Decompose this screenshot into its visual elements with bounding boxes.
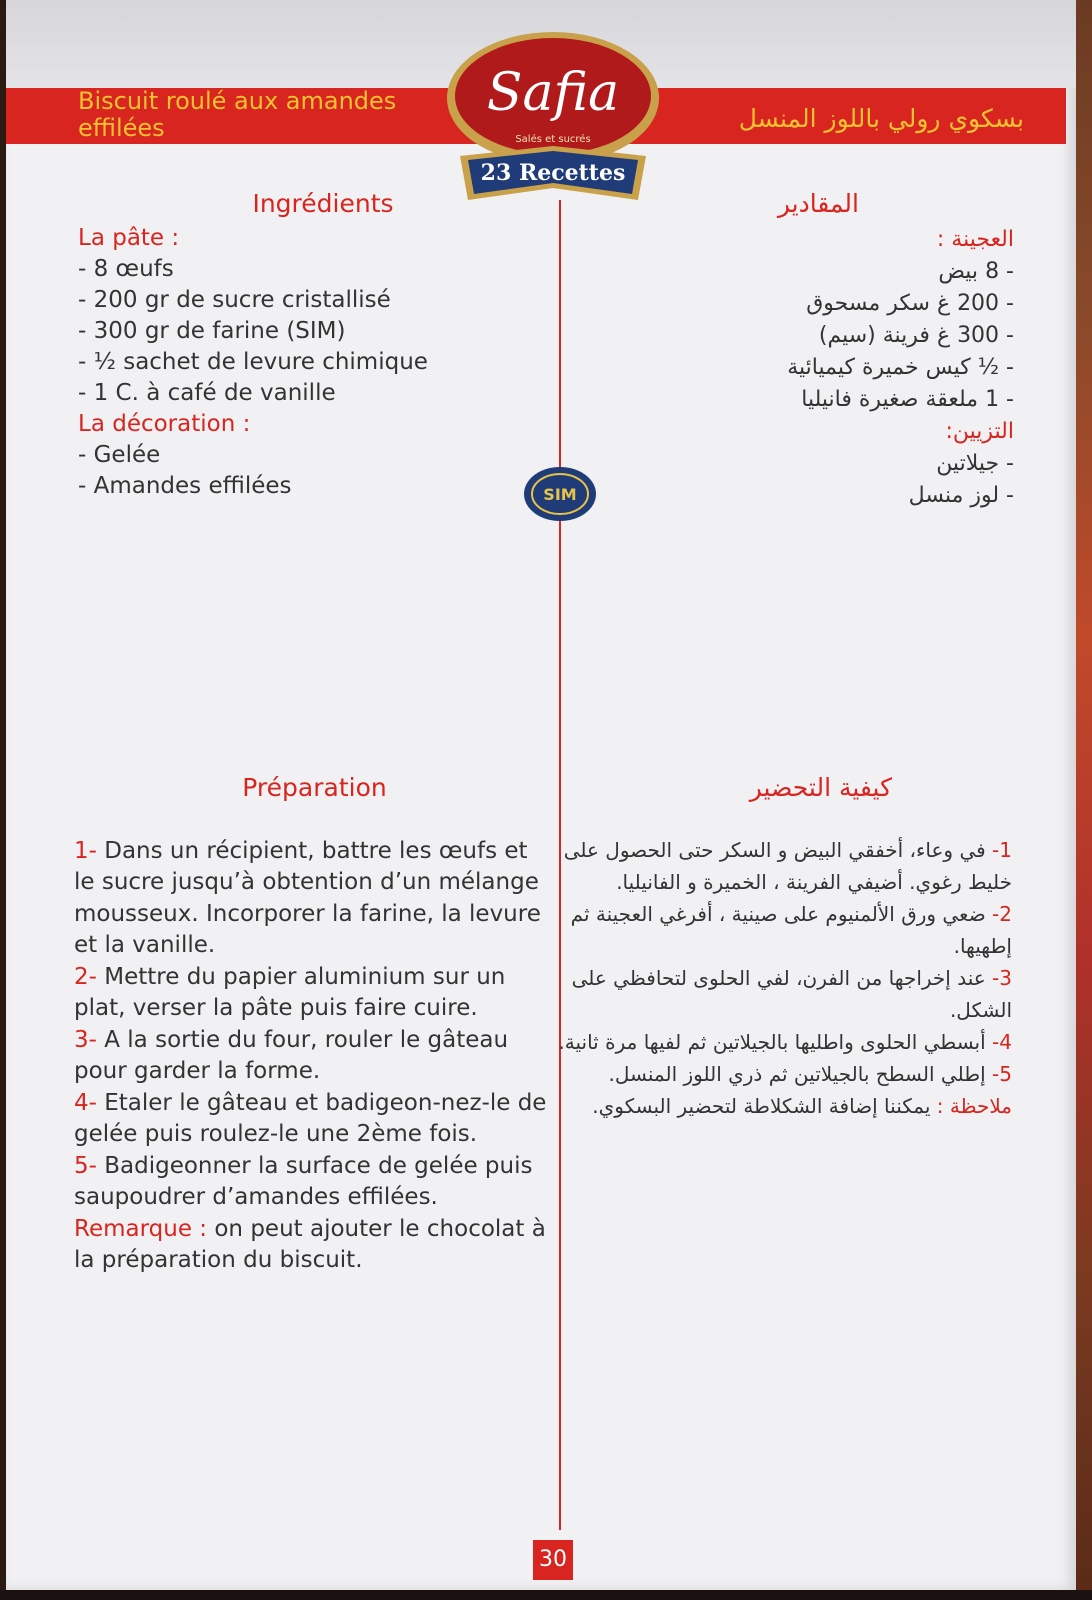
preparation-step: 3- عند إخراجها من الفرن، لفي الحلوى لتحافظي على الشكل.: [571, 966, 1012, 1022]
ingredient-item: - 200 غ سكر مسحوق: [806, 291, 1014, 316]
ingredient-item: - ½ كيس خميرة كيميائية: [787, 355, 1014, 380]
preparation-step: 2- ضعي ورق الألمنيوم على صينية ، أفرغي العجينة ثم إطهيها.: [570, 902, 1012, 958]
svg-text:SIM: SIM: [543, 485, 577, 504]
remark-ar: ملاحظة : يمكننا إضافة الشكلاطة لتحضير البسكوي.: [592, 1094, 1012, 1118]
deco-title-fr: La décoration :: [78, 411, 251, 437]
preparation-fr: [74, 772, 549, 1277]
preparation-step: 3- A la sortie du four, rouler le gâteau pour garder la forme.: [74, 1026, 509, 1084]
deco-title-ar: التزيين:: [945, 419, 1014, 444]
ingredient-item: - Amandes effilées: [78, 473, 292, 499]
preparation-step: 1- في وعاء، أخفقي البيض و السكر حتى الحصول على خليط رغوي. أضيفي الفرينة ، الخميرة و الفانيليا.: [563, 838, 1012, 894]
ingredient-item: - لوز منسل: [908, 483, 1014, 508]
ingredient-item: - 1 C. à café de vanille: [78, 380, 336, 406]
preparation-step: 5- Badigeonner la surface de gelée puis saupoudrer d’amandes effilées.: [74, 1152, 533, 1210]
ingredients-heading-fr: Ingrédients: [252, 189, 394, 218]
preparation-step: 5- إطلي السطح بالجيلاتين ثم ذري اللوز المنسل.: [608, 1062, 1012, 1086]
ingredient-item: - Gelée: [78, 442, 161, 468]
title-arabic: بسكوي رولي باللوز المنسل: [738, 104, 1024, 133]
ingredient-item: - ½ sachet de levure chimique: [78, 349, 428, 375]
ingredient-item: - 300 غ فرينة (سيم): [818, 323, 1014, 348]
ingredient-item: - 200 gr de sucre cristallisé: [78, 287, 391, 313]
preparation-step: 4- Etaler le gâteau et badigeon-nez-le de gelée puis roulez-le une 2ème fois.: [74, 1089, 547, 1147]
preparation-heading-fr: Préparation: [242, 773, 387, 802]
remark-fr: Remarque : on peut ajouter le chocolat à la préparation du biscuit.: [74, 1215, 546, 1273]
pate-title-fr: La pâte :: [78, 225, 180, 251]
brand-wordmark: Safia: [486, 63, 620, 123]
ingredients-fr: [78, 188, 548, 502]
preparation-step: 2- Mettre du papier aluminium sur un plat, verser la pâte puis faire cuire.: [74, 963, 506, 1021]
ingredient-item: - 8 œufs: [78, 256, 174, 282]
ingredients-heading-ar: المقادير: [777, 189, 859, 218]
title-french: Biscuit roulé aux amandes effilées: [78, 87, 397, 142]
ingredient-item: - 300 gr de farine (SIM): [78, 318, 346, 344]
ingredient-item: - 1 ملعقة صغيرة فانيليا: [801, 387, 1014, 412]
preparation-step: 1- Dans un récipient, battre les œufs et le sucre jusqu’à obtention d’un mélange mousseux. Incorporer la farine, la levure et la vanille.: [74, 837, 541, 958]
preparation-ar: [542, 772, 1012, 1122]
ingredient-item: - 8 بيض: [938, 259, 1014, 284]
recipes-badge: 23 Recettes: [480, 160, 626, 186]
brand-tagline: Salés et sucrés: [515, 134, 591, 145]
preparation-heading-ar: كيفية التحضير: [749, 773, 892, 802]
ingredients-ar: [554, 188, 1014, 512]
pate-title-ar: العجينة :: [936, 227, 1014, 252]
recipe-page: [6, 0, 1076, 1590]
ingredient-item: - جيلاتين: [936, 451, 1014, 476]
bottom-edge: [0, 1590, 1092, 1600]
page-number: 30: [533, 1540, 573, 1580]
safia-logo: [438, 28, 668, 208]
preparation-step: 4- أبسطي الحلوى واطليها بالجيلاتين ثم لفيها مرة ثانية.: [558, 1030, 1012, 1054]
